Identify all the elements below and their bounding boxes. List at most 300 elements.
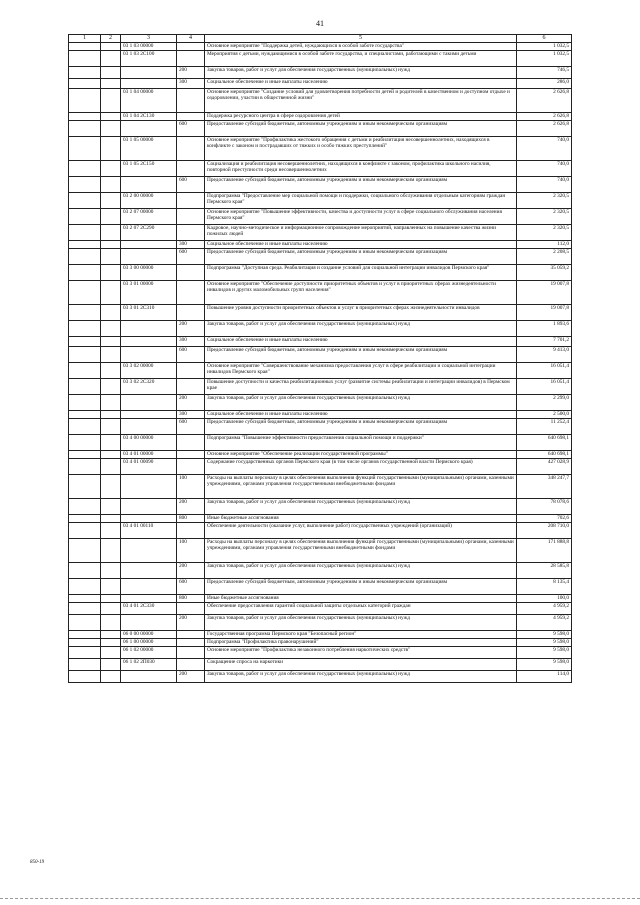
col1-cell (69, 193, 101, 209)
amount-value: 208 710,0 (517, 523, 572, 539)
col2-cell (101, 475, 121, 499)
target-article-code: 03 4 01 00090 (121, 459, 177, 475)
col1-cell (69, 209, 101, 225)
col2-cell (101, 647, 121, 659)
item-description: Подпрограмма "Предоставление мер социальной помощи и поддержки, социального обслуживания отдельным категориям граждан Пермского края" (205, 193, 517, 209)
target-article-code (121, 347, 177, 363)
col2-cell (101, 305, 121, 321)
item-description: Сокращение спроса на наркотики (205, 659, 517, 671)
col1-cell (69, 639, 101, 647)
col1-cell (69, 321, 101, 337)
col1-cell (69, 305, 101, 321)
expense-type-code (177, 647, 205, 659)
target-article-code: 03 2 07 00000 (121, 209, 177, 225)
col2-cell (101, 67, 121, 79)
col1-cell (69, 43, 101, 51)
target-article-code (121, 321, 177, 337)
header-cell: 1 (69, 35, 101, 43)
col1-cell (69, 499, 101, 515)
table-row (69, 51, 572, 67)
col2-cell (101, 281, 121, 305)
footnote: 850-19 (30, 860, 45, 865)
table-row (69, 225, 572, 241)
expense-type-code: 100 (177, 475, 205, 499)
col2-cell (101, 177, 121, 193)
col1-cell (69, 435, 101, 451)
item-description: Закупка товаров, работ и услуг для обеспечения государственных (муниципальных) нужд (205, 321, 517, 337)
expense-type-code (177, 137, 205, 161)
target-article-code: 03 2 00 00000 (121, 193, 177, 209)
item-description: Иные бюджетные ассигнования (205, 515, 517, 523)
col2-cell (101, 209, 121, 225)
amount-value: 4 959,2 (517, 603, 572, 615)
amount-value: 9 598,0 (517, 631, 572, 639)
col1-cell (69, 177, 101, 193)
col2-cell (101, 121, 121, 137)
col2-cell (101, 265, 121, 281)
target-article-code (121, 337, 177, 347)
table-row (69, 379, 572, 395)
amount-value: 2 626,8 (517, 113, 572, 121)
expense-type-code (177, 51, 205, 67)
col1-cell (69, 459, 101, 475)
header-cell: 5 (205, 35, 517, 43)
table-row (69, 43, 572, 51)
col1-cell (69, 631, 101, 639)
item-description: Основное мероприятие "Создание условий для удовлетворения потребности детей и родителей в качественном и доступном отдыхе и оздоровлении, участии в общественной жизни" (205, 89, 517, 113)
target-article-code (121, 419, 177, 435)
col1-cell (69, 161, 101, 177)
item-description: Расходы на выплаты персоналу в целях обеспечения выполнения функций государственными (муниципальными) органами, казенными учреждениями, органами управления государственными внебюджетными фондами (205, 539, 517, 563)
target-article-code (121, 671, 177, 683)
amount-value: 2 320,5 (517, 193, 572, 209)
table-row (69, 363, 572, 379)
item-description: Обеспечение предоставления гарантий социальной защиты отдельных категорий граждан (205, 603, 517, 615)
header-cell: 4 (177, 35, 205, 43)
expense-type-code (177, 639, 205, 647)
target-article-code (121, 411, 177, 419)
table-row (69, 595, 572, 603)
col2-cell (101, 639, 121, 647)
item-description: Расходы на выплаты персоналу в целях обеспечения выполнения функций государственными (муниципальными) органами, казенными учреждениями, органами управления государственными внебюджетными фондами (205, 475, 517, 499)
col2-cell (101, 137, 121, 161)
col2-cell (101, 615, 121, 631)
col1-cell (69, 51, 101, 67)
item-description: Социальное обеспечение и иные выплаты населению (205, 241, 517, 249)
table-row (69, 177, 572, 193)
table-row (69, 337, 572, 347)
item-description: Подпрограмма "Повышение эффективности предоставления социальной помощи и поддержки" (205, 435, 517, 451)
col2-cell (101, 435, 121, 451)
item-description: Предоставление субсидий бюджетным, автономным учреждениям и иным некоммерческим организациям (205, 347, 517, 363)
table-row (69, 563, 572, 579)
amount-value: 1 032,5 (517, 43, 572, 51)
target-article-code (121, 249, 177, 265)
target-article-code (121, 615, 177, 631)
amount-value: 640 698,1 (517, 435, 572, 451)
target-article-code (121, 579, 177, 595)
col2-cell (101, 459, 121, 475)
col2-cell (101, 419, 121, 435)
page-edge (0, 898, 640, 899)
col2-cell (101, 451, 121, 459)
col2-cell (101, 89, 121, 113)
amount-value: 740,0 (517, 177, 572, 193)
item-description: Предоставление субсидий бюджетным, автономным учреждениям и иным некоммерческим организациям (205, 579, 517, 595)
target-article-code: 06 0 00 00000 (121, 631, 177, 639)
item-description: Предоставление субсидий бюджетным, автономным учреждениям и иным некоммерческим организациям (205, 121, 517, 137)
expense-type-code (177, 161, 205, 177)
table-row (69, 79, 572, 89)
col2-cell (101, 79, 121, 89)
target-article-code (121, 121, 177, 137)
target-article-code: 03 3 01 2C310 (121, 305, 177, 321)
table-row (69, 499, 572, 515)
col1-cell (69, 337, 101, 347)
target-article-code: 03 4 00 00000 (121, 435, 177, 451)
amount-value: 2 626,8 (517, 89, 572, 113)
item-description: Основное мероприятие "Профилактика жестокого обращения с детьми и реабилитация несовершеннолетних, находящихся в конфликте с законом и пострадавших от тяжких и особо тяжких преступлений" (205, 137, 517, 161)
col1-cell (69, 79, 101, 89)
col1-cell (69, 265, 101, 281)
target-article-code: 03 4 01 00000 (121, 451, 177, 459)
amount-value: 19 007,8 (517, 305, 572, 321)
item-description: Обеспечение деятельности (оказание услуг, выполнение работ) государственных учреждений (организаций) (205, 523, 517, 539)
col2-cell (101, 563, 121, 579)
expense-type-code (177, 379, 205, 395)
table-body (69, 43, 572, 683)
col1-cell (69, 603, 101, 615)
item-description: Основное мероприятие "Поддержка детей, нуждающихся в особой заботе государства" (205, 43, 517, 51)
amount-value: 78 078,6 (517, 499, 572, 515)
table-row (69, 647, 572, 659)
amount-value: 1 032,5 (517, 51, 572, 67)
amount-value: 640 698,1 (517, 451, 572, 459)
header-cell: 3 (121, 35, 177, 43)
target-article-code (121, 563, 177, 579)
expense-type-code (177, 523, 205, 539)
target-article-code (121, 395, 177, 411)
amount-value: 16 051,4 (517, 363, 572, 379)
table-row (69, 659, 572, 671)
expense-type-code (177, 435, 205, 451)
expense-type-code (177, 113, 205, 121)
table-row (69, 121, 572, 137)
expense-type-code (177, 659, 205, 671)
amount-value: 746,5 (517, 67, 572, 79)
amount-value: 702,6 (517, 515, 572, 523)
header-row (69, 35, 572, 43)
item-description: Государственная программа Пермского края "Безопасный регион" (205, 631, 517, 639)
col1-cell (69, 411, 101, 419)
item-description: Подпрограмма "Доступная среда. Реабилитация и создание условий для социальной интеграции инвалидов Пермского края" (205, 265, 517, 281)
col2-cell (101, 523, 121, 539)
amount-value: 100,0 (517, 595, 572, 603)
col2-cell (101, 249, 121, 265)
amount-value: 1 893,6 (517, 321, 572, 337)
target-article-code (121, 475, 177, 499)
expense-type-code: 600 (177, 579, 205, 595)
target-article-code: 03 1 05 00000 (121, 137, 177, 161)
amount-value: 4 959,2 (517, 615, 572, 631)
expense-type-code (177, 225, 205, 241)
item-description: Закупка товаров, работ и услуг для обеспечения государственных (муниципальных) нужд (205, 499, 517, 515)
table-row (69, 579, 572, 595)
item-description: Кадровое, научно-методическое и информационное сопровождение мероприятий, направленных на повышение качества жизни пожилых людей (205, 225, 517, 241)
expense-type-code: 100 (177, 539, 205, 563)
col1-cell (69, 241, 101, 249)
col1-cell (69, 539, 101, 563)
col1-cell (69, 67, 101, 79)
target-article-code (121, 539, 177, 563)
item-description: Социальное обеспечение и иные выплаты населению (205, 79, 517, 89)
item-description: Повышение доступности и качества реабилитационных услуг (развитие системы реабилитации и интеграции инвалидов) в Пермском крае (205, 379, 517, 395)
target-article-code: 03 3 02 2C320 (121, 379, 177, 395)
col2-cell (101, 515, 121, 523)
amount-value: 2 208,5 (517, 249, 572, 265)
table-row (69, 89, 572, 113)
expense-type-code: 200 (177, 671, 205, 683)
table-row (69, 395, 572, 411)
item-description: Закупка товаров, работ и услуг для обеспечения государственных (муниципальных) нужд (205, 395, 517, 411)
expense-type-code: 600 (177, 249, 205, 265)
table-row (69, 639, 572, 647)
col1-cell (69, 615, 101, 631)
item-description: Предоставление субсидий бюджетным, автономным учреждениям и иным некоммерческим организациям (205, 249, 517, 265)
item-description: Поддержка ресурсного центра в сфере оздоровления детей (205, 113, 517, 121)
target-article-code: 03 1 04 2C130 (121, 113, 177, 121)
expense-type-code (177, 43, 205, 51)
expense-type-code (177, 265, 205, 281)
expense-type-code: 600 (177, 419, 205, 435)
col2-cell (101, 595, 121, 603)
col1-cell (69, 249, 101, 265)
expense-type-code: 200 (177, 67, 205, 79)
col2-cell (101, 603, 121, 615)
amount-value: 114,0 (517, 671, 572, 683)
expense-type-code (177, 451, 205, 459)
col2-cell (101, 43, 121, 51)
col1-cell (69, 395, 101, 411)
target-article-code: 03 1 05 2C150 (121, 161, 177, 177)
amount-value: 19 007,8 (517, 281, 572, 305)
table-row (69, 281, 572, 305)
amount-value: 7 701,2 (517, 337, 572, 347)
amount-value: 2 500,0 (517, 411, 572, 419)
item-description: Основное мероприятие "Совершенствование механизма предоставления услуг в сфере реабилитации и социальной интеграции инвалидов Пермского края" (205, 363, 517, 379)
table-row (69, 615, 572, 631)
target-article-code: 06 1 02 00000 (121, 647, 177, 659)
amount-value: 9 598,0 (517, 647, 572, 659)
target-article-code: 03 1 04 00000 (121, 89, 177, 113)
table-row (69, 321, 572, 337)
col2-cell (101, 499, 121, 515)
expense-type-code: 200 (177, 395, 205, 411)
col2-cell (101, 337, 121, 347)
amount-value: 2 320,5 (517, 209, 572, 225)
expense-type-code: 200 (177, 563, 205, 579)
item-description: Социальное обеспечение и иные выплаты населению (205, 337, 517, 347)
table-row (69, 435, 572, 451)
expense-type-code (177, 281, 205, 305)
expense-type-code (177, 631, 205, 639)
table-row (69, 451, 572, 459)
col1-cell (69, 659, 101, 671)
amount-value: 35 059,2 (517, 265, 572, 281)
item-description: Подпрограмма "Профилактика правонарушений" (205, 639, 517, 647)
expense-type-code: 200 (177, 321, 205, 337)
col2-cell (101, 363, 121, 379)
col1-cell (69, 515, 101, 523)
expense-type-code (177, 193, 205, 209)
expense-type-code: 300 (177, 411, 205, 419)
col2-cell (101, 659, 121, 671)
col2-cell (101, 347, 121, 363)
col1-cell (69, 225, 101, 241)
target-article-code (121, 79, 177, 89)
col2-cell (101, 395, 121, 411)
amount-value: 2 299,0 (517, 395, 572, 411)
amount-value: 171 888,8 (517, 539, 572, 563)
amount-value: 9 413,0 (517, 347, 572, 363)
table-row (69, 265, 572, 281)
amount-value: 11 252,4 (517, 419, 572, 435)
budget-table (68, 34, 572, 683)
table-row (69, 419, 572, 435)
col2-cell (101, 411, 121, 419)
col2-cell (101, 379, 121, 395)
item-description: Основное мероприятие "Повышение эффективности, качества и доступности услуг в сфере социального обслуживания населения Пермского края" (205, 209, 517, 225)
col1-cell (69, 379, 101, 395)
amount-value: 2 320,5 (517, 225, 572, 241)
target-article-code: 06 1 00 00000 (121, 639, 177, 647)
item-description: Основное мероприятие "Обеспечение реализации государственной программы" (205, 451, 517, 459)
table-row (69, 193, 572, 209)
table-row (69, 459, 572, 475)
col2-cell (101, 539, 121, 563)
page-number: 41 (316, 19, 324, 28)
amount-value: 112,0 (517, 241, 572, 249)
col1-cell (69, 671, 101, 683)
expense-type-code: 600 (177, 121, 205, 137)
target-article-code: 03 2 07 2C290 (121, 225, 177, 241)
col1-cell (69, 579, 101, 595)
table-row (69, 603, 572, 615)
table-row (69, 137, 572, 161)
col2-cell (101, 631, 121, 639)
item-description: Закупка товаров, работ и услуг для обеспечения государственных (муниципальных) нужд (205, 615, 517, 631)
col2-cell (101, 161, 121, 177)
col1-cell (69, 563, 101, 579)
table-row (69, 539, 572, 563)
expense-type-code: 300 (177, 79, 205, 89)
expense-type-code: 600 (177, 177, 205, 193)
expense-type-code: 300 (177, 337, 205, 347)
table-row (69, 161, 572, 177)
item-description: Иные бюджетные ассигнования (205, 595, 517, 603)
table-row (69, 67, 572, 79)
table-row (69, 523, 572, 539)
item-description: Повышение уровня доступности приоритетных объектов и услуг в приоритетных сферах жизнедеятельности инвалидов (205, 305, 517, 321)
col2-cell (101, 51, 121, 67)
expense-type-code: 800 (177, 595, 205, 603)
expense-type-code (177, 459, 205, 475)
col1-cell (69, 647, 101, 659)
target-article-code (121, 67, 177, 79)
col1-cell (69, 363, 101, 379)
col2-cell (101, 321, 121, 337)
col2-cell (101, 241, 121, 249)
item-description: Закупка товаров, работ и услуг для обеспечения государственных (муниципальных) нужд (205, 67, 517, 79)
expense-type-code: 800 (177, 515, 205, 523)
amount-value: 16 051,4 (517, 379, 572, 395)
header-cell: 6 (517, 35, 572, 43)
col1-cell (69, 451, 101, 459)
col2-cell (101, 193, 121, 209)
col1-cell (69, 419, 101, 435)
amount-value: 2 626,8 (517, 121, 572, 137)
item-description: Основное мероприятие "Обеспечение доступности приоритетных объектов и услуг в приоритетных сферах жизнедеятельности инвалидов и других маломобильных групп населения" (205, 281, 517, 305)
target-article-code: 03 1 03 2C100 (121, 51, 177, 67)
table-row (69, 411, 572, 419)
item-description: Закупка товаров, работ и услуг для обеспечения государственных (муниципальных) нужд (205, 563, 517, 579)
amount-value: 9 598,0 (517, 639, 572, 647)
expense-type-code: 200 (177, 615, 205, 631)
target-article-code (121, 241, 177, 249)
amount-value: 8 135,4 (517, 579, 572, 595)
table-row (69, 475, 572, 499)
expense-type-code (177, 603, 205, 615)
item-description: Мероприятия с детьми, нуждающимися в особой заботе государства, и специалистами, работающими с такими детьми (205, 51, 517, 67)
col1-cell (69, 595, 101, 603)
expense-type-code: 300 (177, 241, 205, 249)
item-description: Содержание государственных органов Пермского края (в том числе органов государственной власти Пермского края) (205, 459, 517, 475)
item-description: Социальное обеспечение и иные выплаты населению (205, 411, 517, 419)
col2-cell (101, 113, 121, 121)
col1-cell (69, 281, 101, 305)
amount-value: 740,0 (517, 161, 572, 177)
item-description: Предоставление субсидий бюджетным, автономным учреждениям и иным некоммерческим организациям (205, 177, 517, 193)
table-row (69, 515, 572, 523)
target-article-code (121, 177, 177, 193)
amount-value: 348 247,7 (517, 475, 572, 499)
expense-type-code: 600 (177, 347, 205, 363)
target-article-code: 03 1 03 00000 (121, 43, 177, 51)
table-row (69, 249, 572, 265)
expense-type-code: 200 (177, 499, 205, 515)
target-article-code: 03 4 01 00110 (121, 523, 177, 539)
col1-cell (69, 137, 101, 161)
target-article-code (121, 515, 177, 523)
col1-cell (69, 113, 101, 121)
amount-value: 427 028,9 (517, 459, 572, 475)
item-description: Предоставление субсидий бюджетным, автономным учреждениям и иным некоммерческим организациям (205, 419, 517, 435)
target-article-code: 06 1 02 2П030 (121, 659, 177, 671)
table-row (69, 241, 572, 249)
col2-cell (101, 225, 121, 241)
target-article-code: 03 3 02 00000 (121, 363, 177, 379)
header-cell: 2 (101, 35, 121, 43)
col2-cell (101, 579, 121, 595)
item-description: Закупка товаров, работ и услуг для обеспечения государственных (муниципальных) нужд (205, 671, 517, 683)
target-article-code (121, 595, 177, 603)
table-row (69, 209, 572, 225)
expense-type-code (177, 209, 205, 225)
amount-value: 740,0 (517, 137, 572, 161)
target-article-code (121, 499, 177, 515)
table-row (69, 671, 572, 683)
table-row (69, 631, 572, 639)
